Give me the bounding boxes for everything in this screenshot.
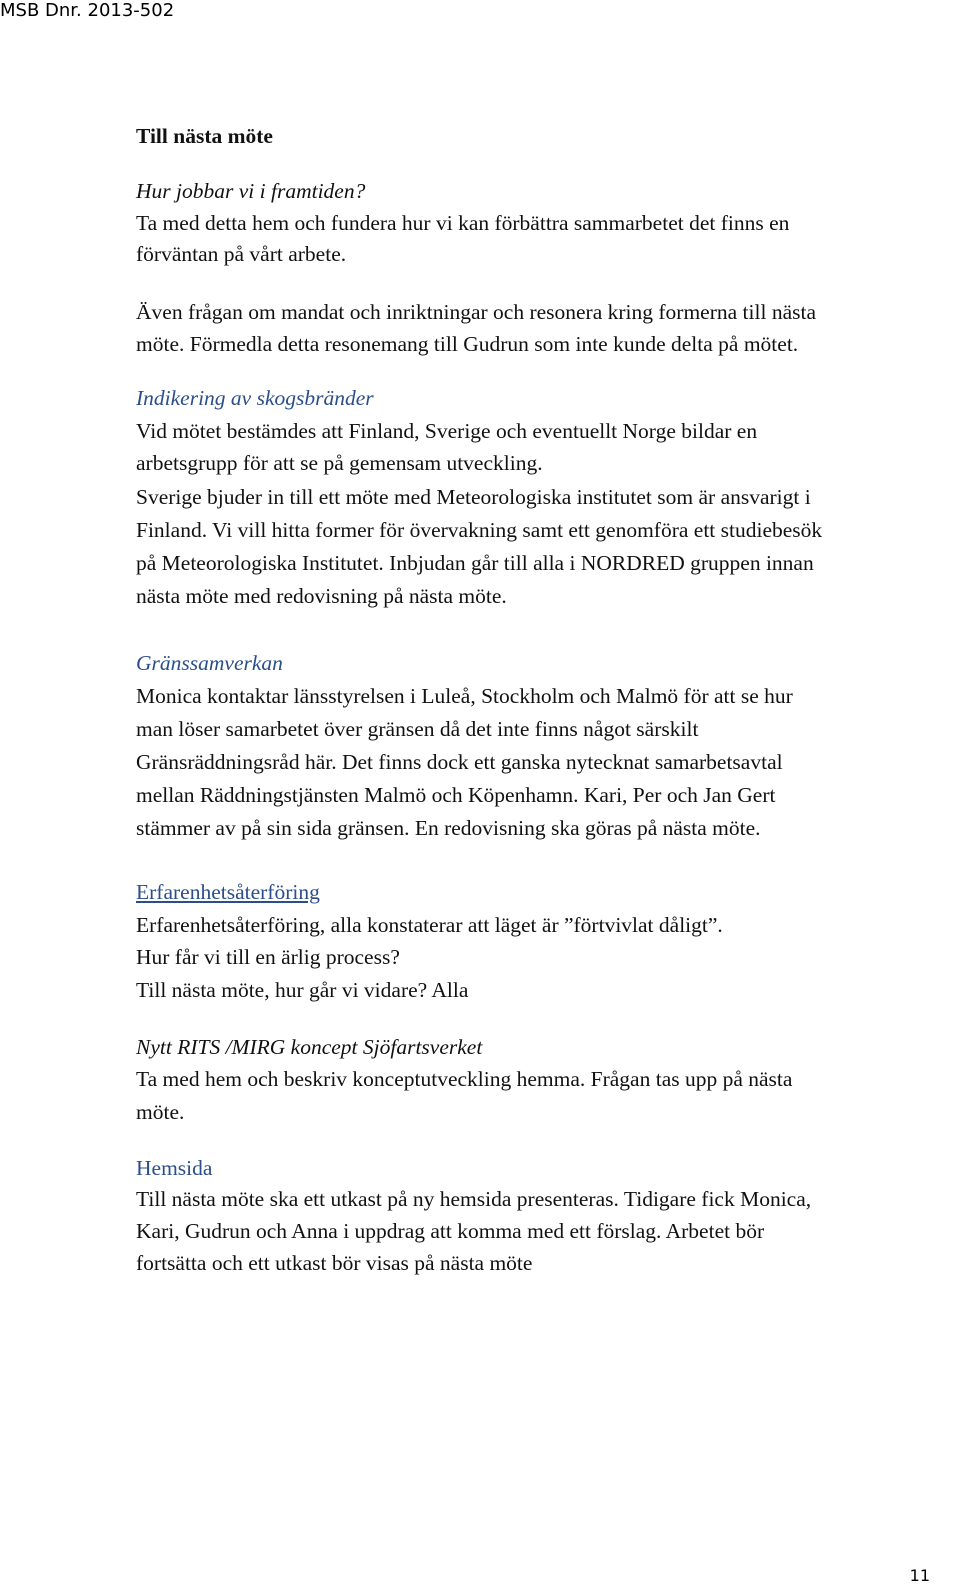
text-line: Till nästa möte, hur går vi vidare? Alla bbox=[136, 978, 469, 1002]
text-line: Kari, Gudrun och Anna i uppdrag att komma med ett förslag. Arbetet bör bbox=[136, 1219, 765, 1243]
document-reference: MSB Dnr. 2013-502 bbox=[0, 0, 175, 21]
text-line: Ta med hem och beskriv konceptutveckling hemma. Frågan tas upp på nästa bbox=[136, 1067, 793, 1091]
section-heading-hemsida: Hemsida bbox=[136, 1156, 213, 1180]
text-line: förväntan på vårt arbete. bbox=[136, 242, 347, 266]
text-line: arbetsgrupp för att se på gemensam utveckling. bbox=[136, 451, 543, 475]
text-line: stämmer av på sin sida gränsen. En redovisning ska göras på nästa möte. bbox=[136, 816, 761, 840]
section-heading-framtiden: Hur jobbar vi i framtiden? bbox=[136, 179, 366, 203]
section-heading-rits: Nytt RITS /MIRG koncept Sjöfartsverket bbox=[136, 1035, 483, 1059]
text-line: Gränsräddningsråd här. Det finns dock ett ganska nytecknat samarbetsavtal bbox=[136, 750, 783, 774]
text-line: på Meteorologiska Institutet. Inbjudan går till alla i NORDRED gruppen innan bbox=[136, 551, 814, 575]
section-heading-skogsbrander: Indikering av skogsbränder bbox=[136, 386, 374, 410]
text-line: Monica kontaktar länsstyrelsen i Luleå, Stockholm och Malmö för att se hur bbox=[136, 684, 793, 708]
text-line: mellan Räddningstjänsten Malmö och Köpenhamn. Kari, Per och Jan Gert bbox=[136, 783, 776, 807]
text-line: fortsätta och ett utkast bör visas på nästa möte bbox=[136, 1251, 533, 1275]
text-line: Till nästa möte ska ett utkast på ny hemsida presenteras. Tidigare fick Monica, bbox=[136, 1187, 812, 1211]
text-line: Vid mötet bestämdes att Finland, Sverige och eventuellt Norge bildar en bbox=[136, 419, 758, 443]
text-line: Ta med detta hem och fundera hur vi kan förbättra sammarbetet det finns en bbox=[136, 211, 790, 235]
text-line: Även frågan om mandat och inriktningar och resonera kring formerna till nästa bbox=[136, 300, 817, 324]
page-title: Till nästa möte bbox=[136, 124, 273, 148]
section-heading-gransamverkan: Gränssamverkan bbox=[136, 651, 283, 675]
text-line: Sverige bjuder in till ett möte med Meteorologiska institutet som är ansvarigt i bbox=[136, 485, 811, 509]
text-line: man löser samarbetet över gränsen då det inte finns något särskilt bbox=[136, 717, 699, 741]
text-line: Hur får vi till en ärlig process? bbox=[136, 945, 400, 969]
text-line: möte. Förmedla detta resonemang till Gudrun som inte kunde delta på mötet. bbox=[136, 332, 799, 356]
page-number: 11 bbox=[909, 1566, 930, 1585]
text-line: Erfarenhetsåterföring, alla konstaterar att läget är ”förtvivlat dåligt”. bbox=[136, 913, 723, 937]
section-heading-erfarenhet: Erfarenhetsåterföring bbox=[136, 880, 320, 904]
text-line: nästa möte med redovisning på nästa möte. bbox=[136, 584, 507, 608]
text-line: Finland. Vi vill hitta former för övervakning samt ett genomföra ett studiebesök bbox=[136, 518, 823, 542]
text-line: möte. bbox=[136, 1100, 185, 1124]
